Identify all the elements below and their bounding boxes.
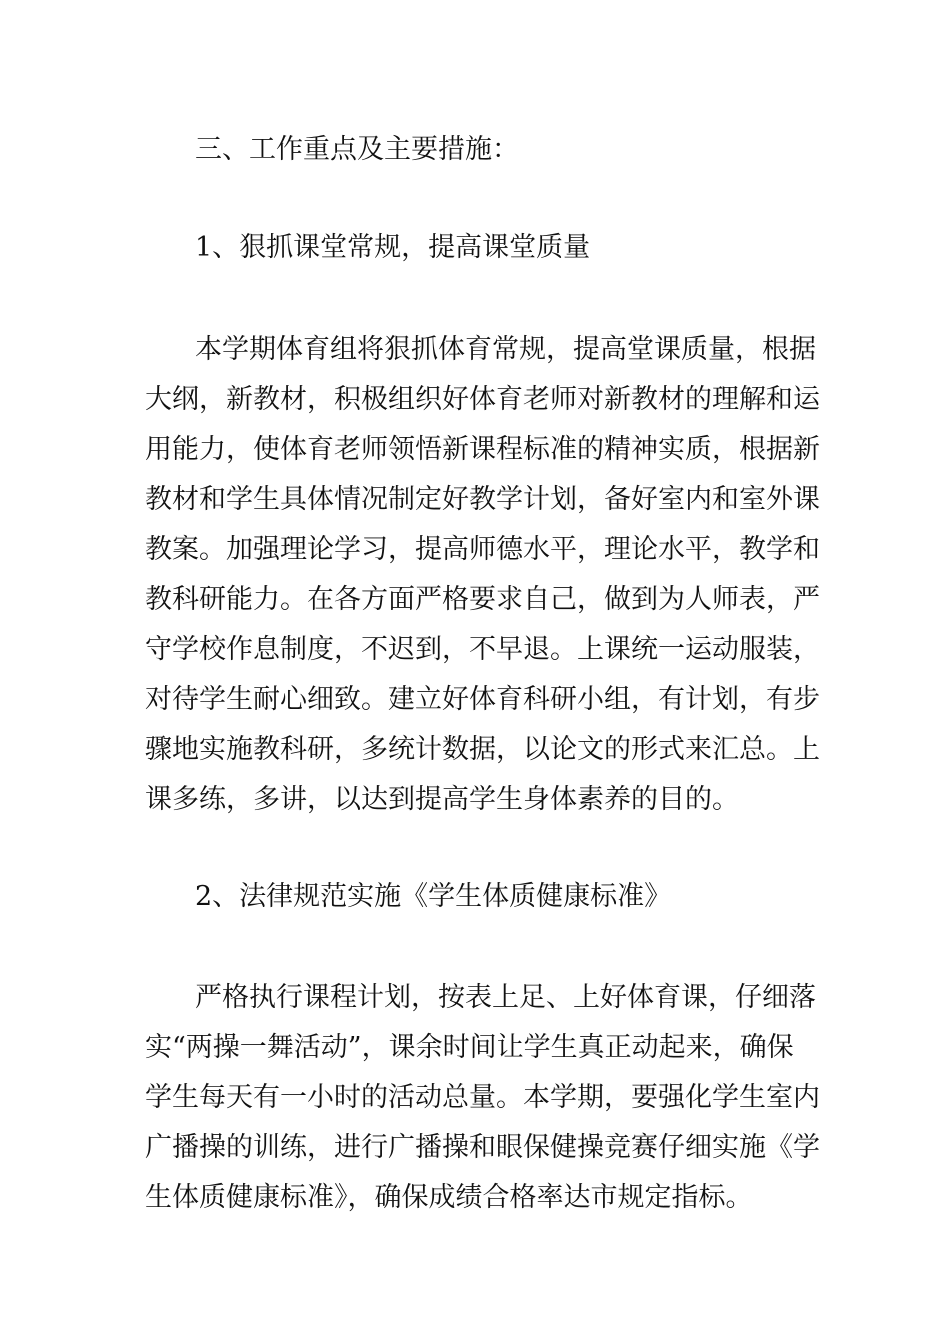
paragraph-line: 对待学生耐心细致。建立好体育科研小组，有计划，有步 — [145, 684, 820, 715]
paragraph-line: 守学校作息制度，不迟到，不早退。上课统一运动服装， — [145, 634, 820, 665]
paragraph-line: 严格执行课程计划，按表上足、上好体育课，仔细落 — [195, 982, 816, 1013]
paragraph-line: 大纲，新教材，积极组织好体育老师对新教材的理解和运 — [145, 384, 820, 415]
paragraph-line: 生体质健康标准》，确保成绩合格率达市规定指标。 — [145, 1182, 753, 1213]
paragraph-line: 广播操的训练，进行广播操和眼保健操竞赛仔细实施《学 — [145, 1132, 820, 1163]
paragraph-line: 教案。加强理论学习，提高师德水平，理论水平，教学和 — [145, 534, 820, 565]
paragraph-line: 骤地实施教科研，多统计数据，以论文的形式来汇总。上 — [145, 734, 820, 765]
paragraph-line: 教科研能力。在各方面严格要求自己，做到为人师表，严 — [145, 584, 820, 615]
paragraph-line: 本学期体育组将狠抓体育常规，提高堂课质量，根据 — [195, 334, 816, 365]
paragraph-line: 教材和学生具体情况制定好教学计划，备好室内和室外课 — [145, 484, 820, 515]
paragraph-line: 用能力，使体育老师领悟新课程标准的精神实质，根据新 — [145, 434, 820, 465]
section-heading: 三、工作重点及主要措施： — [195, 134, 519, 165]
paragraph-line: 实“两操一舞活动”，课余时间让学生真正动起来，确保 — [145, 1032, 794, 1063]
paragraph-line: 学生每天有一小时的活动总量。本学期，要强化学生室内 — [145, 1082, 820, 1113]
paragraph-line: 课多练，多讲，以达到提高学生身体素养的目的。 — [145, 784, 739, 815]
item2-heading: 2、法律规范实施《学生体质健康标准》 — [195, 881, 672, 912]
item1-heading: 1、狠抓课堂常规，提高课堂质量 — [195, 232, 591, 263]
